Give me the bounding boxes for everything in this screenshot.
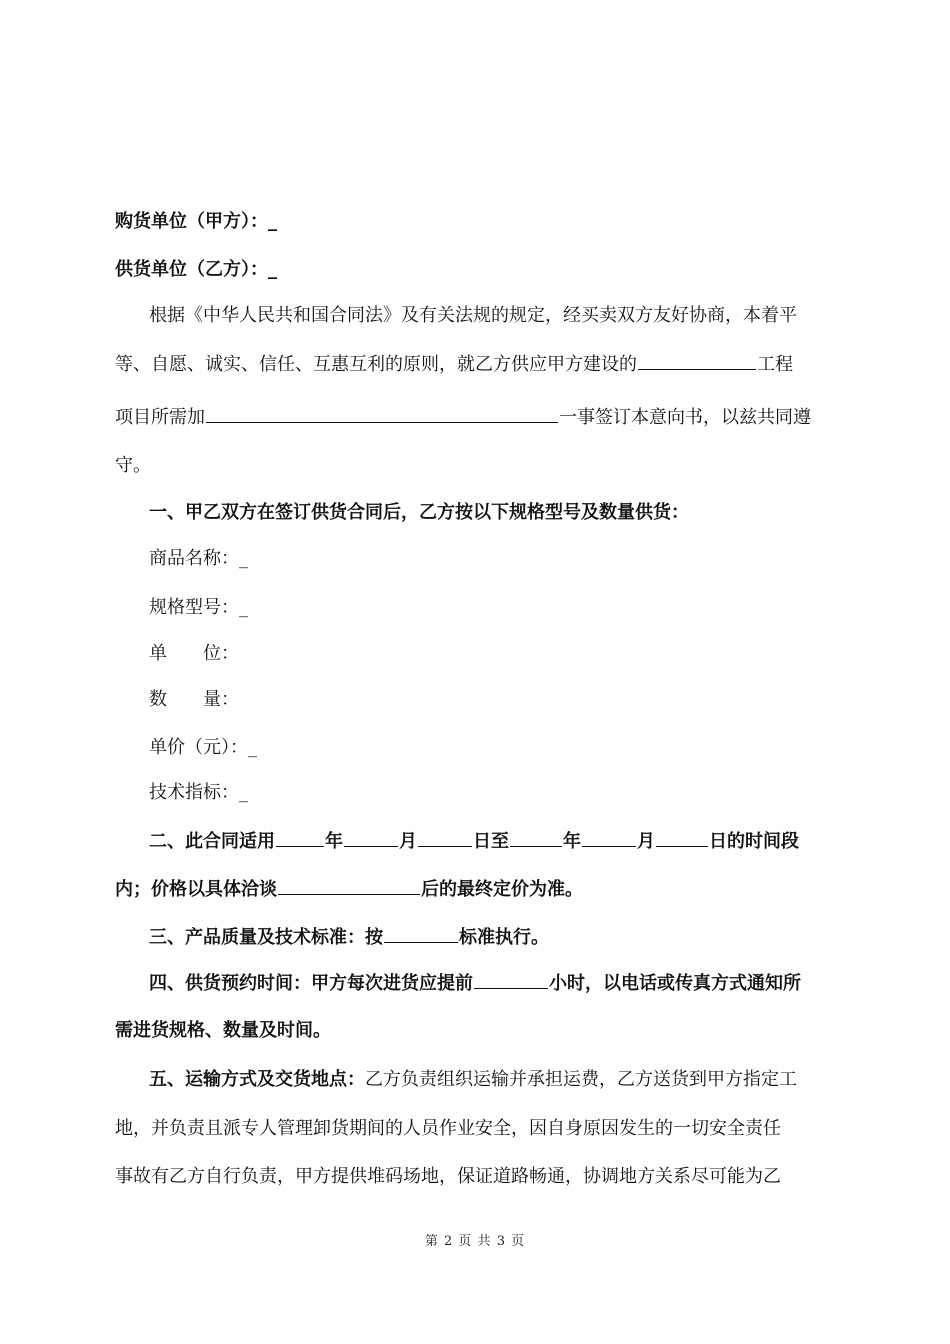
start-day-blank (418, 828, 472, 847)
material-blank (206, 404, 558, 423)
end-day-blank (656, 828, 708, 847)
project-blank (638, 351, 756, 370)
item-unit: 单 位： (149, 643, 239, 664)
buyer-line: 购货单位（甲方）：_ (115, 211, 277, 232)
item-spec-model: 规格型号：_ (149, 597, 248, 618)
intro-text-3b: 一事签订本意向书，以兹共同遵 (559, 407, 811, 428)
section2-text-2b: 后的最终定价为准。 (421, 879, 583, 900)
month-label-2: 月 (637, 831, 655, 852)
item-unit-price: 单价（元）：_ (149, 737, 257, 758)
year-label-1: 年 (325, 831, 343, 852)
section2-line-2 (115, 876, 839, 903)
year-label-2: 年 (563, 831, 581, 852)
section4-text-a: 四、供货预约时间：甲方每次进货应提前 (149, 973, 473, 994)
seller-line: 供货单位（乙方）：_ (115, 259, 277, 280)
start-month-blank (344, 828, 398, 847)
intro-text-2b: 工程 (757, 354, 793, 375)
item-product-name: 商品名称：_ (149, 548, 248, 569)
hours-blank (474, 970, 548, 989)
end-year-blank (510, 828, 562, 847)
section3-line (149, 924, 873, 951)
standard-blank (384, 924, 458, 943)
section2-text-1: 二、此合同适用 (149, 831, 275, 852)
section5-title: 五、运输方式及交货地点： (149, 1069, 365, 1090)
section3-text-b: 标准执行。 (459, 927, 549, 948)
intro-line-4: 守。 (115, 455, 151, 476)
section2-line-1 (149, 828, 873, 855)
section4-text-b: 小时，以电话或传真方式通知所 (549, 973, 801, 994)
item-tech-spec: 技术指标：_ (149, 782, 248, 803)
intro-line-3 (115, 404, 839, 431)
intro-text-2a: 等、自愿、诚实、信任、互惠互利的原则，就乙方供应甲方建设的 (115, 354, 637, 375)
section1-title: 一、甲乙双方在签订供货合同后，乙方按以下规格型号及数量供货： (149, 502, 689, 523)
day-label-2: 日的时间段 (709, 831, 799, 852)
section5-line-2: 地，并负责且派专人管理卸货期间的人员作业安全，因自身原因发生的一切安全责任 (115, 1118, 781, 1139)
section5-text-1: 乙方负责组织运输并承担运费，乙方送货到甲方指定工 (365, 1069, 797, 1090)
section5-line-3: 事故有乙方自行负责，甲方提供堆码场地，保证道路畅通，协调地方关系尽可能为乙 (115, 1166, 781, 1187)
section4-line-2: 需进货规格、数量及时间。 (115, 1020, 331, 1041)
intro-line-1 (149, 303, 839, 329)
page-number: 第 2 页 共 3 页 (424, 1234, 526, 1249)
section3-text-a: 三、产品质量及技术标准：按 (149, 927, 383, 948)
intro-line-2 (115, 351, 839, 378)
intro-text-3a: 项目所需加 (115, 407, 205, 428)
end-month-blank (582, 828, 636, 847)
section2-text-2a: 内；价格以具体洽谈 (115, 879, 277, 900)
item-quantity: 数 量： (149, 689, 239, 710)
start-year-blank (276, 828, 324, 847)
section4-line-1 (149, 970, 873, 997)
section5-line-1 (149, 1067, 873, 1093)
intro-text-1: 根据《中华人民共和国合同法》及有关法规的规定，经买卖双方友好协商，本着平 (149, 305, 797, 326)
negotiation-blank (278, 876, 420, 895)
day-label-1: 日至 (473, 831, 509, 852)
month-label-1: 月 (399, 831, 417, 852)
